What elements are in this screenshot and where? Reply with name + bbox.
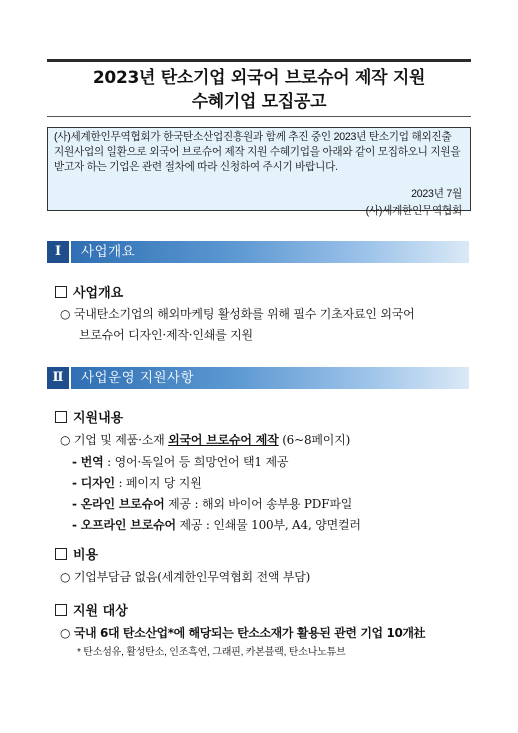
checkbox-square-icon (55, 411, 67, 423)
target-heading: 지원 대상 (55, 603, 128, 621)
support-item-online: - 온라인 브로슈어 제공 : 해외 바이어 송부용 PDF파일 (72, 497, 353, 511)
checkbox-square-icon (55, 548, 67, 560)
notice-line-1: (사)세계한인무역협회가 한국탄소산업진흥원과 함께 추진 중인 2023년 탄소기업 해외진출 (54, 131, 452, 143)
section-2-title: 사업운영 지원사항 (81, 370, 195, 386)
support-item-translation: - 번역 : 영어·독일어 등 희망언어 택1 제공 (72, 455, 289, 469)
overview-heading: 사업개요 (55, 285, 123, 303)
cost-heading: 비용 (55, 547, 98, 565)
section-2-bar (71, 367, 469, 389)
cost-item: ○ 기업부담금 없음(세계한인무역협회 전액 부담) (60, 570, 311, 584)
target-item: ○ 국내 6대 탄소산업*에 해당되는 탄소소재가 활용된 관련 기업 10개社 (60, 626, 426, 640)
support-heading: 지원내용 (55, 410, 123, 428)
notice-line-2: 지원사업의 일환으로 외국어 브로슈어 제작 지원 수혜기업을 아래와 같이 모집하오니 지원을 (54, 146, 461, 158)
section-1-header (47, 241, 469, 263)
section-2-number: Ⅱ (47, 367, 69, 389)
support-main-line: ○ 기업 및 제품·소재 외국어 브로슈어 제작 (6~8페이지) (60, 433, 351, 447)
support-main-bold: 외국어 브로슈어 제작 (168, 433, 279, 447)
checkbox-square-icon (55, 604, 67, 616)
notice-date: 2023년 7월 (411, 188, 462, 200)
notice-box (47, 127, 471, 217)
notice-signature (366, 186, 462, 220)
section-1-title: 사업개요 (81, 244, 136, 260)
notice-line-3: 받고자 하는 기업은 관련 절차에 따라 신청하여 주시기 바랍니다. (54, 161, 338, 173)
target-footnote: * 탄소섬유, 활성탄소, 인조흑연, 그래핀, 카본블랙, 탄소나노튜브 (77, 647, 346, 658)
title-line-1: 2023년 탄소기업 외국어 브로슈어 제작 지원 (92, 68, 426, 88)
overview-line-1: ○ 국내탄소기업의 해외마케팅 활성화를 위해 필수 기초자료인 외국어 (60, 307, 415, 321)
title-block (47, 59, 471, 117)
support-item-offline: - 오프라인 브로슈어 제공 : 인쇄물 100부, A4, 양면컬러 (72, 518, 361, 532)
support-item-design: - 디자인 : 페이지 당 지원 (72, 476, 202, 490)
section-2-header (47, 367, 469, 389)
notice-org: (사)세계한인무역협회 (365, 205, 462, 217)
section-1-number: Ⅰ (47, 241, 69, 263)
section-1-bar (71, 241, 469, 263)
overview-line-2: 브로슈어 디자인·제작·인쇄를 지원 (79, 328, 253, 342)
title-line-2: 수혜기업 모집공고 (191, 92, 327, 112)
checkbox-square-icon (55, 286, 67, 298)
